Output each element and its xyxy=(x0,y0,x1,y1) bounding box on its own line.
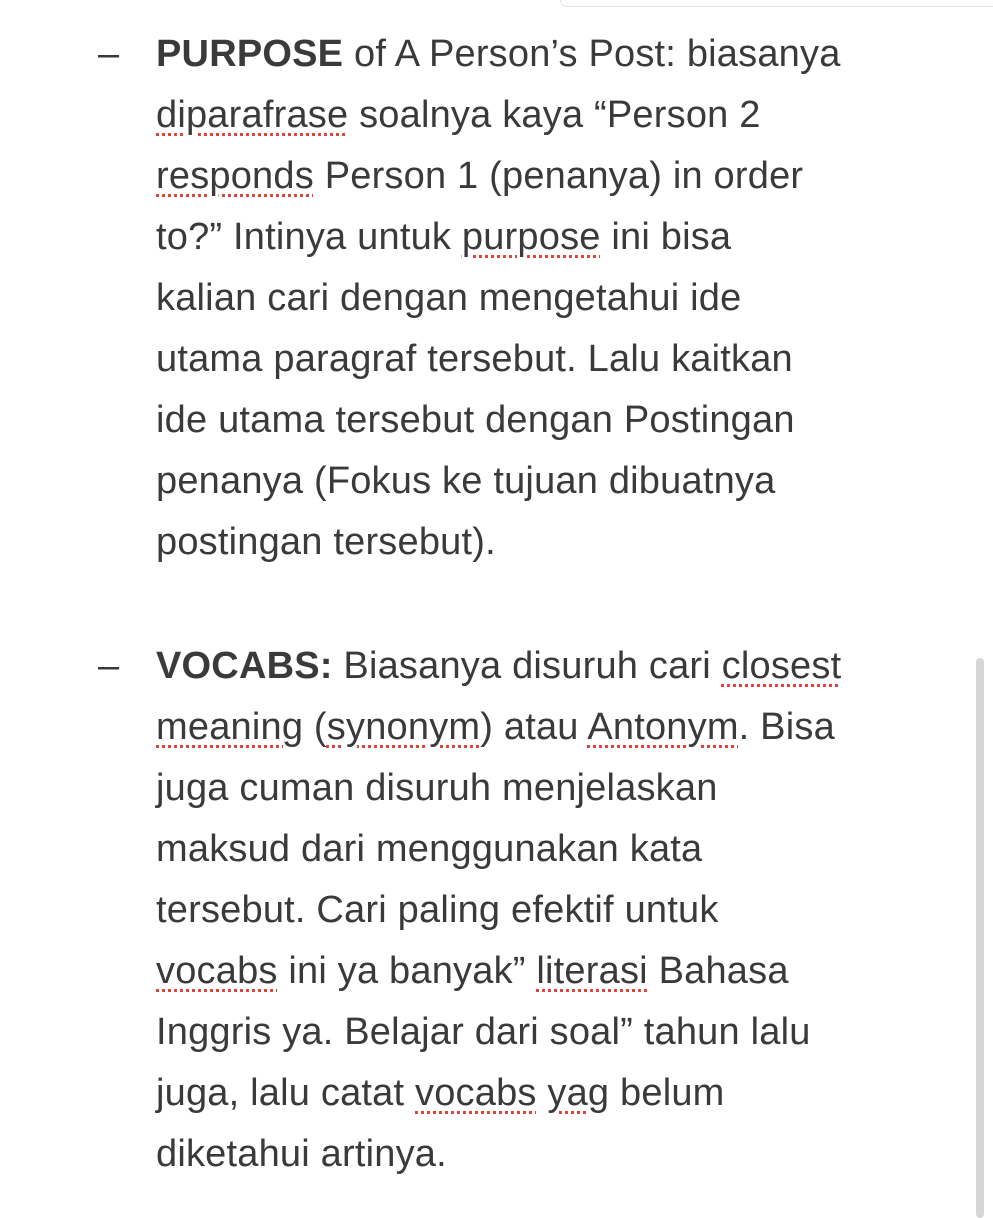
text-run: belum xyxy=(609,1072,725,1114)
text-run: ) atau xyxy=(480,706,588,748)
text-line: ide utama tersebut dengan Postingan xyxy=(156,399,795,441)
text-run: of A Person’s Post: biasanya xyxy=(343,33,841,75)
top-card-edge xyxy=(560,0,993,7)
vocabs-heading: VOCABS: xyxy=(156,645,333,687)
misspelled-word[interactable]: meaning xyxy=(156,706,304,748)
text-run: to?” Intinya untuk xyxy=(156,216,462,258)
vocabs-paragraph[interactable] xyxy=(156,636,946,1185)
misspelled-word[interactable]: diparafrase xyxy=(156,94,349,136)
text-line xyxy=(156,24,946,85)
misspelled-word[interactable]: literasi xyxy=(536,950,648,992)
text-run: ini ya banyak” xyxy=(277,950,537,992)
text-run: juga, lalu catat xyxy=(156,1072,416,1114)
misspelled-word[interactable]: vocabs xyxy=(415,1072,537,1114)
text-line: kalian cari dengan mengetahui ide xyxy=(156,277,742,319)
text-line xyxy=(156,85,946,146)
text-line xyxy=(156,697,946,758)
text-run: Person 1 (penanya) in order xyxy=(313,155,804,197)
bullet-dash: – xyxy=(98,33,120,75)
text-line xyxy=(156,941,946,1002)
text-run xyxy=(537,1072,548,1114)
text-run: Bahasa xyxy=(647,950,789,992)
vertical-scrollbar[interactable] xyxy=(976,658,984,1218)
text-run: soalnya kaya “Person 2 xyxy=(348,94,761,136)
misspelled-word[interactable]: closest xyxy=(721,645,842,687)
bullet-dash: – xyxy=(98,645,120,687)
text-line: juga cuman disuruh menjelaskan xyxy=(156,767,718,809)
text-run: ( xyxy=(303,706,327,748)
text-line: penanya (Fokus ke tujuan dibuatnya xyxy=(156,460,776,502)
text-line xyxy=(156,636,946,697)
text-line: Inggris ya. Belajar dari soal” tahun lalu xyxy=(156,1011,811,1053)
text-run: Biasanya disuruh cari xyxy=(332,645,722,687)
misspelled-word[interactable]: responds xyxy=(156,155,314,197)
text-line: diketahui artinya. xyxy=(156,1133,447,1175)
text-run: . Bisa xyxy=(738,706,835,748)
misspelled-word[interactable]: purpose xyxy=(461,216,601,258)
misspelled-word[interactable]: Antonym xyxy=(587,706,739,748)
text-line xyxy=(156,207,946,268)
text-run: ini bisa xyxy=(600,216,732,258)
misspelled-word[interactable]: vocabs xyxy=(156,950,278,992)
text-line: maksud dari menggunakan kata xyxy=(156,828,703,870)
text-line: utama paragraf tersebut. Lalu kaitkan xyxy=(156,338,793,380)
text-line xyxy=(156,146,946,207)
text-line: postingan tersebut). xyxy=(156,521,496,563)
purpose-heading: PURPOSE xyxy=(156,33,344,75)
text-line xyxy=(156,1063,946,1124)
misspelled-word[interactable]: yag xyxy=(547,1072,610,1114)
text-line: tersebut. Cari paling efektif untuk xyxy=(156,889,719,931)
misspelled-word[interactable]: synonym xyxy=(326,706,481,748)
purpose-paragraph[interactable] xyxy=(156,24,946,573)
